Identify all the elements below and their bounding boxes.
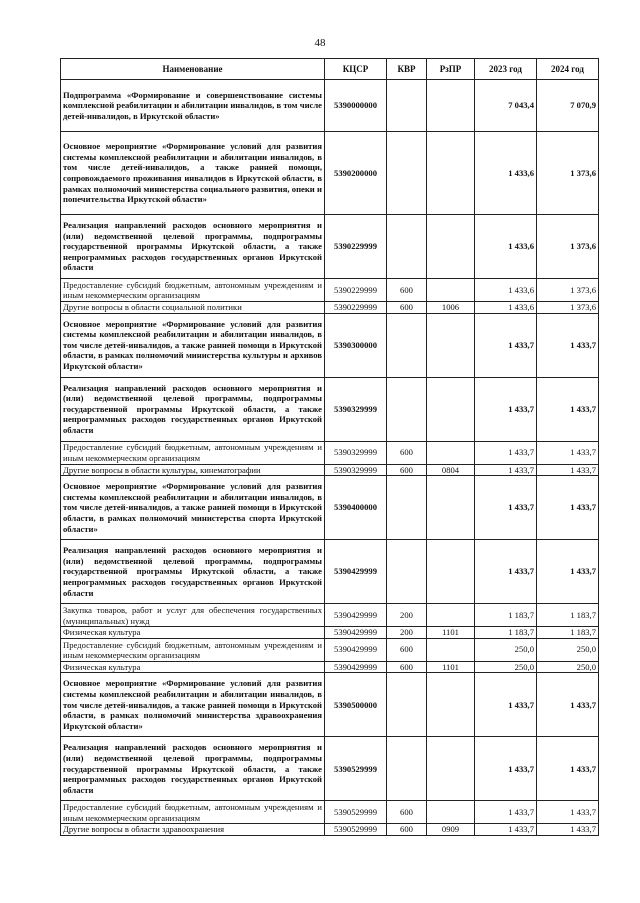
- table-row: [61, 540, 599, 604]
- cell-y2023: 1 433,6: [475, 132, 537, 215]
- page-number: 48: [314, 37, 326, 49]
- cell-name: Основное мероприятие «Формирование условий для развития системы комплексной реабилитации и абилитации инвалидов, в том числе детей-инвалидов, а также ранней помощи в Иркутской области, в рамках полномочий министерства культуры и архивов Иркутской области»: [61, 313, 325, 377]
- cell-y2023: 1 433,7: [475, 377, 537, 441]
- table-row: [61, 801, 599, 824]
- cell-y2023: 1 433,7: [475, 540, 537, 604]
- cell-y2024: 1 433,7: [537, 441, 599, 464]
- cell-kcsr: 5390500000: [325, 673, 387, 737]
- cell-name: Другие вопросы в области социальной политики: [61, 302, 325, 314]
- header-2023: 2023 год: [475, 59, 537, 80]
- cell-kcsr: 5390429999: [325, 638, 387, 661]
- table-row: [61, 377, 599, 441]
- cell-kcsr: 5390329999: [325, 464, 387, 476]
- cell-name: Предоставление субсидий бюджетным, автономным учреждениям и иным некоммерческим организациям: [61, 801, 325, 824]
- cell-rzpr: [427, 638, 475, 661]
- cell-kcsr: 5390329999: [325, 441, 387, 464]
- cell-kcsr: 5390429999: [325, 661, 387, 673]
- cell-rzpr: 1006: [427, 302, 475, 314]
- cell-y2024: 1 183,7: [537, 604, 599, 627]
- cell-rzpr: [427, 80, 475, 132]
- cell-kvr: 600: [387, 824, 427, 836]
- cell-kvr: 600: [387, 441, 427, 464]
- cell-name: Предоставление субсидий бюджетным, автономным учреждениям и иным некоммерческим организациям: [61, 279, 325, 302]
- cell-kvr: 600: [387, 464, 427, 476]
- cell-y2024: 1 433,7: [537, 737, 599, 801]
- cell-rzpr: [427, 476, 475, 540]
- cell-name: Основное мероприятие «Формирование условий для развития системы комплексной реабилитации и абилитации инвалидов, в том числе детей-инвалидов, а также ранней помощи, сопровождаемого проживания инвалидов в Иркутской области, в рамках полномочий министерства социального развития, опеки и попечительства Иркутской области»: [61, 132, 325, 215]
- cell-rzpr: [427, 132, 475, 215]
- cell-kvr: 200: [387, 627, 427, 639]
- cell-kvr: [387, 673, 427, 737]
- cell-y2024: 250,0: [537, 661, 599, 673]
- header-name: Наименование: [61, 59, 325, 80]
- cell-y2023: 1 433,7: [475, 476, 537, 540]
- cell-kvr: [387, 476, 427, 540]
- budget-table: [60, 58, 599, 836]
- cell-kvr: [387, 540, 427, 604]
- cell-kvr: 600: [387, 801, 427, 824]
- cell-name: Физическая культура: [61, 661, 325, 673]
- cell-kcsr: 5390429999: [325, 604, 387, 627]
- cell-kvr: 600: [387, 638, 427, 661]
- cell-rzpr: 1101: [427, 627, 475, 639]
- cell-rzpr: [427, 673, 475, 737]
- cell-rzpr: [427, 441, 475, 464]
- cell-rzpr: 1101: [427, 661, 475, 673]
- cell-name: Реализация направлений расходов основного мероприятия и (или) ведомственной целевой программы, подпрограммы государственной программы Иркутской области, а также непрограммных расходов государственных органов Иркутской области: [61, 737, 325, 801]
- cell-y2023: 1 433,7: [475, 737, 537, 801]
- cell-kvr: [387, 737, 427, 801]
- cell-y2024: 1 433,7: [537, 476, 599, 540]
- cell-y2023: 1 183,7: [475, 627, 537, 639]
- table-row: [61, 638, 599, 661]
- header-kvr: КВР: [387, 59, 427, 80]
- cell-kcsr: 5390229999: [325, 279, 387, 302]
- cell-y2023: 1 433,7: [475, 313, 537, 377]
- cell-kcsr: 5390329999: [325, 377, 387, 441]
- cell-y2024: 1 433,7: [537, 673, 599, 737]
- cell-kcsr: 5390429999: [325, 627, 387, 639]
- cell-y2023: 1 433,6: [475, 215, 537, 279]
- cell-y2024: 1 433,7: [537, 464, 599, 476]
- cell-name: Предоставление субсидий бюджетным, автономным учреждениям и иным некоммерческим организациям: [61, 638, 325, 661]
- table-row: [61, 604, 599, 627]
- table-row: [61, 661, 599, 673]
- cell-y2023: 1 433,6: [475, 279, 537, 302]
- table-row: [61, 313, 599, 377]
- cell-y2023: 1 433,7: [475, 464, 537, 476]
- table-header-row: [61, 59, 599, 80]
- cell-y2023: 1 433,7: [475, 801, 537, 824]
- table-row: [61, 824, 599, 836]
- cell-kcsr: 5390529999: [325, 824, 387, 836]
- cell-kcsr: 5390529999: [325, 801, 387, 824]
- table-row: [61, 476, 599, 540]
- cell-rzpr: [427, 604, 475, 627]
- header-kcsr: КЦСР: [325, 59, 387, 80]
- cell-rzpr: 0804: [427, 464, 475, 476]
- header-2024: 2024 год: [537, 59, 599, 80]
- cell-y2023: 250,0: [475, 638, 537, 661]
- cell-y2023: 1 433,7: [475, 441, 537, 464]
- cell-name: Реализация направлений расходов основного мероприятия и (или) ведомственной целевой программы, подпрограммы государственной программы Иркутской области, а также непрограммных расходов государственных органов Иркутской области: [61, 215, 325, 279]
- cell-kvr: [387, 313, 427, 377]
- cell-name: Физическая культура: [61, 627, 325, 639]
- cell-rzpr: [427, 737, 475, 801]
- cell-y2024: 1 433,7: [537, 801, 599, 824]
- cell-y2024: 1 433,7: [537, 540, 599, 604]
- cell-kcsr: 5390200000: [325, 132, 387, 215]
- cell-y2024: 7 070,9: [537, 80, 599, 132]
- cell-y2024: 1 373,6: [537, 215, 599, 279]
- cell-y2023: 1 433,6: [475, 302, 537, 314]
- table-row: [61, 441, 599, 464]
- cell-name: Подпрограмма «Формирование и совершенствование системы комплексной реабилитации и абилитации инвалидов, в том числе детей-инвалидов, в Иркутской области»: [61, 80, 325, 132]
- cell-rzpr: 0909: [427, 824, 475, 836]
- cell-name: Предоставление субсидий бюджетным, автономным учреждениям и иным некоммерческим организациям: [61, 441, 325, 464]
- cell-y2024: 250,0: [537, 638, 599, 661]
- cell-name: Закупка товаров, работ и услуг для обеспечения государственных (муниципальных) нужд: [61, 604, 325, 627]
- cell-y2024: 1 183,7: [537, 627, 599, 639]
- cell-y2024: 1 373,6: [537, 302, 599, 314]
- cell-y2023: 1 433,7: [475, 673, 537, 737]
- header-rzpr: РзПР: [427, 59, 475, 80]
- cell-rzpr: [427, 377, 475, 441]
- cell-y2024: 1 433,7: [537, 824, 599, 836]
- cell-kcsr: 5390229999: [325, 302, 387, 314]
- cell-kcsr: 5390000000: [325, 80, 387, 132]
- cell-rzpr: [427, 540, 475, 604]
- cell-kcsr: 5390229999: [325, 215, 387, 279]
- cell-y2023: 7 043,4: [475, 80, 537, 132]
- cell-kcsr: 5390529999: [325, 737, 387, 801]
- table-row: [61, 279, 599, 302]
- table-row: [61, 215, 599, 279]
- cell-name: Реализация направлений расходов основного мероприятия и (или) ведомственной целевой программы, подпрограммы государственной программы Иркутской области, а также непрограммных расходов государственных органов Иркутской области: [61, 377, 325, 441]
- cell-kcsr: 5390429999: [325, 540, 387, 604]
- cell-y2024: 1 373,6: [537, 132, 599, 215]
- table-row: [61, 464, 599, 476]
- cell-name: Реализация направлений расходов основного мероприятия и (или) ведомственной целевой программы, подпрограммы государственной программы Иркутской области, а также непрограммных расходов государственных органов Иркутской области: [61, 540, 325, 604]
- cell-y2023: 1 183,7: [475, 604, 537, 627]
- cell-kvr: [387, 377, 427, 441]
- cell-y2024: 1 433,7: [537, 313, 599, 377]
- cell-kvr: [387, 215, 427, 279]
- cell-name: Основное мероприятие «Формирование условий для развития системы комплексной реабилитации и абилитации инвалидов, в том числе детей-инвалидов, а также ранней помощи в Иркутской области, в рамках полномочий министерства спорта Иркутской области»: [61, 476, 325, 540]
- cell-kvr: 600: [387, 302, 427, 314]
- cell-kcsr: 5390400000: [325, 476, 387, 540]
- cell-name: Другие вопросы в области культуры, кинематографии: [61, 464, 325, 476]
- cell-rzpr: [427, 801, 475, 824]
- cell-y2024: 1 373,6: [537, 279, 599, 302]
- cell-y2023: 1 433,7: [475, 824, 537, 836]
- cell-y2024: 1 433,7: [537, 377, 599, 441]
- cell-y2023: 250,0: [475, 661, 537, 673]
- cell-rzpr: [427, 313, 475, 377]
- cell-kcsr: 5390300000: [325, 313, 387, 377]
- cell-kvr: [387, 80, 427, 132]
- cell-name: Другие вопросы в области здравоохранения: [61, 824, 325, 836]
- table-row: [61, 302, 599, 314]
- cell-kvr: 600: [387, 661, 427, 673]
- table-body: [61, 80, 599, 836]
- table-row: [61, 627, 599, 639]
- cell-kvr: [387, 132, 427, 215]
- table-row: [61, 737, 599, 801]
- cell-rzpr: [427, 215, 475, 279]
- table-row: [61, 80, 599, 132]
- table-row: [61, 132, 599, 215]
- cell-kvr: 600: [387, 279, 427, 302]
- cell-kvr: 200: [387, 604, 427, 627]
- cell-name: Основное мероприятие «Формирование условий для развития системы комплексной реабилитации и абилитации инвалидов, в том числе детей-инвалидов, а также ранней помощи в Иркутской области, в рамках полномочий министерства здравоохранения Иркутской области»: [61, 673, 325, 737]
- cell-rzpr: [427, 279, 475, 302]
- table-row: [61, 673, 599, 737]
